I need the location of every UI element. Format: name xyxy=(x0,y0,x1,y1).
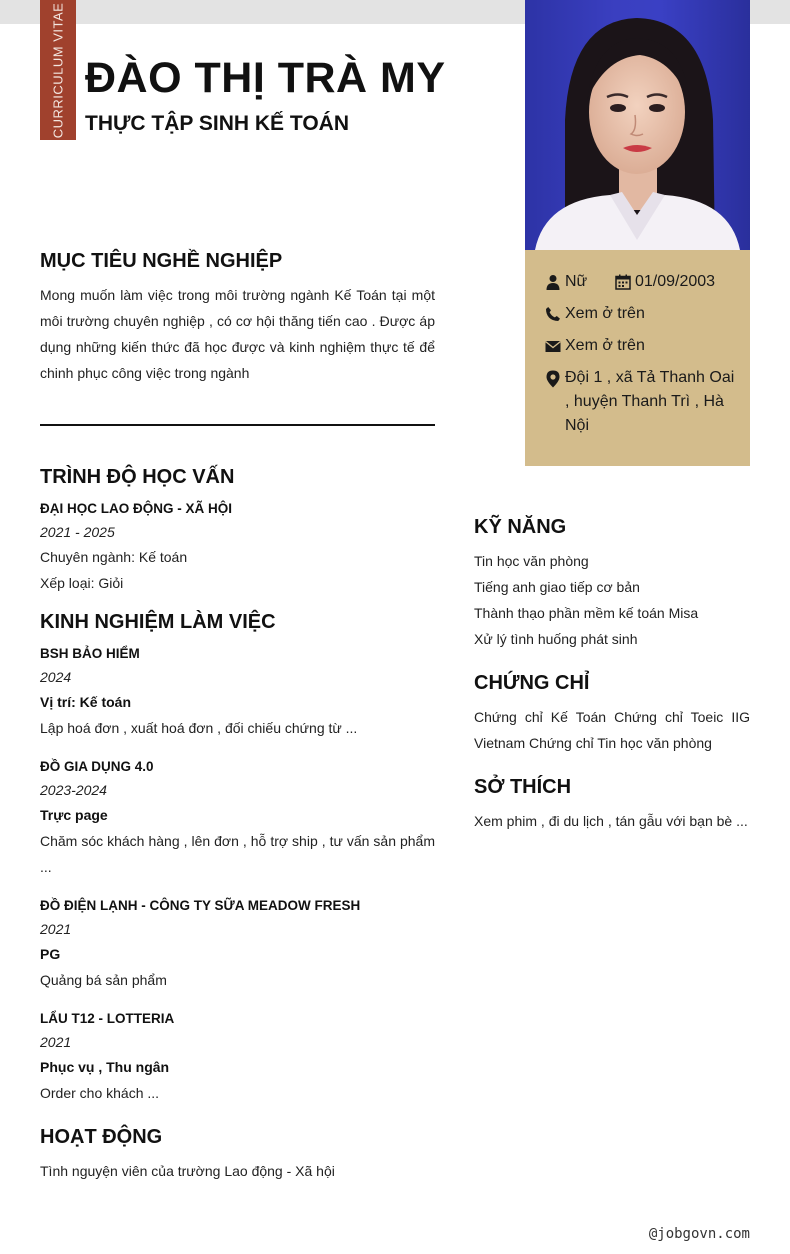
birthday-row xyxy=(615,270,715,294)
skill-item: Xử lý tình huống phát sinh xyxy=(474,631,638,647)
experience-years: 2021 xyxy=(40,1034,72,1050)
experience-years: 2024 xyxy=(40,669,72,685)
experience-desc: Order cho khách ... xyxy=(40,1085,160,1101)
gender-value: Nữ xyxy=(565,273,588,290)
skills-title: KỸ NĂNG xyxy=(474,516,567,538)
birthday-value: 01/09/2003 xyxy=(635,273,716,290)
certificates-text: Chứng chỉ Kế Toán Chứng chỉ Toeic IIG Vietnam Chứng chỉ Tin học văn phòng xyxy=(474,709,750,751)
experience-company: BSH BẢO HIỂM xyxy=(40,646,140,661)
experience-desc: Quảng bá sản phẩm xyxy=(40,972,167,988)
experience-position: Vị trí: Kế toán xyxy=(40,694,132,710)
experience-company: LẨU T12 - LOTTERIA xyxy=(40,1011,175,1026)
experience-years: 2023-2024 xyxy=(40,782,107,798)
section-divider xyxy=(40,424,435,426)
objective-text: Mong muốn làm việc trong môi trường ngành Kế Toán tại một môi trường chuyên nghiệp , có cơ hội thăng tiến cao . Được áp dụng những kiến thức đã học được và kinh nghiệm thực tế để chinh phục công việc trong ngành xyxy=(40,287,435,381)
experience-years: 2021 xyxy=(40,921,72,937)
experience-position: Trực page xyxy=(40,807,108,823)
experience-title: KINH NGHIỆM LÀM VIỆC xyxy=(40,611,276,633)
email-row xyxy=(545,334,645,358)
experience-desc: Lập hoá đơn , xuất hoá đơn , đối chiếu chứng từ ... xyxy=(40,720,358,736)
phone-row xyxy=(545,302,645,326)
skill-item: Tin học văn phòng xyxy=(474,553,589,569)
experience-company: ĐỒ ĐIỆN LẠNH - CÔNG TY SỮA MEADOW FRESH xyxy=(40,898,361,913)
activities-text: Tình nguyện viên của trường Lao động - Xã hội xyxy=(40,1163,335,1179)
hobbies-text: Xem phim , đi du lịch , tán gẫu với bạn bè ... xyxy=(474,813,748,829)
experience-position: Phục vụ , Thu ngân xyxy=(40,1059,170,1075)
contact-panel xyxy=(525,250,750,466)
cv-label: CURRICULUM VITAE xyxy=(50,2,66,138)
objective-title: MỤC TIÊU NGHỀ NGHIỆP xyxy=(40,250,283,272)
watermark: @jobgovn.com xyxy=(648,1226,750,1242)
cv-label-tab xyxy=(40,0,76,140)
profile-photo xyxy=(525,0,750,250)
skill-item: Tiếng anh giao tiếp cơ bản xyxy=(474,579,640,595)
candidate-name: ĐÀO THỊ TRÀ MY xyxy=(85,54,446,102)
certificates-title: CHỨNG CHỈ xyxy=(474,672,590,694)
candidate-role: THỰC TẬP SINH KẾ TOÁN xyxy=(85,112,349,135)
activities-title: HOẠT ĐỘNG xyxy=(40,1126,163,1148)
skill-item: Thành thạo phần mềm kế toán Misa xyxy=(474,605,699,621)
gender-row xyxy=(545,270,587,294)
experience-desc: Chăm sóc khách hàng , lên đơn , hỗ trợ ship , tư vấn sản phẩm ... xyxy=(40,833,435,875)
calendar-icon xyxy=(615,274,631,290)
phone-icon xyxy=(545,306,561,322)
experience-company: ĐỒ GIA DỤNG 4.0 xyxy=(40,759,154,774)
email-value: Xem ở trên xyxy=(565,337,645,354)
location-pin-icon xyxy=(545,370,561,388)
address-row xyxy=(545,366,735,438)
envelope-icon xyxy=(545,338,561,354)
education-title: TRÌNH ĐỘ HỌC VẤN xyxy=(40,466,235,488)
experience-position: PG xyxy=(40,946,61,962)
education-years: 2021 - 2025 xyxy=(40,524,115,540)
hobbies-title: SỞ THÍCH xyxy=(474,776,572,798)
address-value: Đội 1 , xã Tả Thanh Oai , huyện Thanh Trì , Hà Nội xyxy=(565,369,735,434)
education-school: ĐẠI HỌC LAO ĐỘNG - XÃ HỘI xyxy=(40,501,232,516)
portrait-illustration xyxy=(525,0,750,250)
phone-value: Xem ở trên xyxy=(565,305,645,322)
education-major: Chuyên ngành: Kế toán xyxy=(40,549,188,565)
person-icon xyxy=(545,274,561,290)
education-grade: Xếp loại: Giỏi xyxy=(40,575,124,591)
